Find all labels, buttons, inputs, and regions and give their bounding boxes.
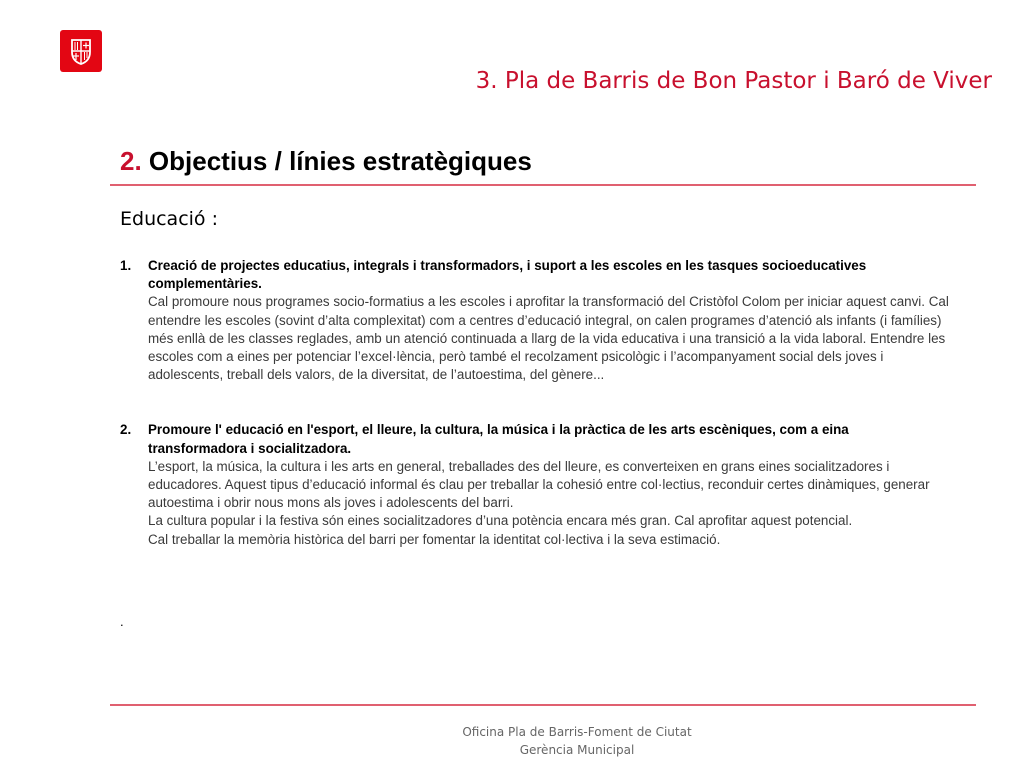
objectives-list — [120, 257, 950, 549]
objective-description — [148, 458, 950, 549]
objective-item-2 — [120, 421, 950, 548]
objective-paragraph: Cal treballar la memòria històrica del barri per fomentar la identitat col·lectiva i la seva estimació. — [148, 531, 721, 547]
section-title — [120, 146, 532, 177]
objective-description — [148, 293, 950, 384]
shield-icon — [60, 30, 102, 72]
section-title-text: Objectius / línies estratègiques — [148, 146, 532, 176]
objective-paragraph: La cultura popular i la festiva són eines socialitzadores d’una potència encara més gran. Cal aprofitar aquest potencial. — [148, 513, 853, 529]
objective-title: Creació de projectes educatius, integrals i transformadors, i suport a les escoles en les tasques socioeducatives complementàries. — [148, 258, 867, 292]
objective-title: Promoure l' educació en l'esport, el lleure, la cultura, la música i la pràctica de les arts escèniques, com a eina transformadora i socialitzadora. — [148, 422, 849, 456]
objective-paragraph: L’esport, la música, la cultura i les arts en general, treballades des del lleure, es converteixen en grans eines socialitzadores i educadores. Aquest tipus d’educació informal és clau per treballar la cohesió entre col·lectius, reconduir certes dinàmiques, generar autoestima i obrir nous mons als joves i adolescents del barri. — [148, 458, 930, 511]
footer — [0, 723, 1024, 759]
divider-top — [110, 184, 976, 186]
page-title: 3. Pla de Barris de Bon Pastor i Baró de Viver — [475, 68, 992, 94]
divider-bottom — [110, 704, 976, 706]
objective-paragraph: Cal promoure nous programes socio-formatius a les escoles i aprofitar la transformació del Cristòfol Colom per iniciar aquest canvi. Cal entendre les escoles (sovint d’alta complexitat) com a centres d’educació integral, on calen programes d’atenció als infants (i famílies) més enllà de les classes reglades, amb un atenció continuada a llarg de la vida educativa i una transició a la vida laboral. Entendre les escoles com a eines per potenciar l’excel·lència, però també el recolzament psicològic i l’acompanyament social dels joves i adolescents, treball dels valors, de la diversitat, de l’autoestima, del gènere... — [148, 294, 949, 383]
barcelona-city-shield-icon — [60, 30, 102, 72]
objective-item-1 — [120, 257, 950, 384]
footer-department: Gerència Municipal — [519, 743, 635, 757]
footer-office: Oficina Pla de Barris-Foment de Ciutat — [462, 725, 692, 739]
section-number: 2. — [120, 146, 142, 176]
objective-number: 2. — [120, 422, 132, 438]
trailing-mark: . — [120, 614, 124, 629]
subject-heading: Educació : — [120, 208, 218, 230]
objective-number: 1. — [120, 258, 132, 273]
